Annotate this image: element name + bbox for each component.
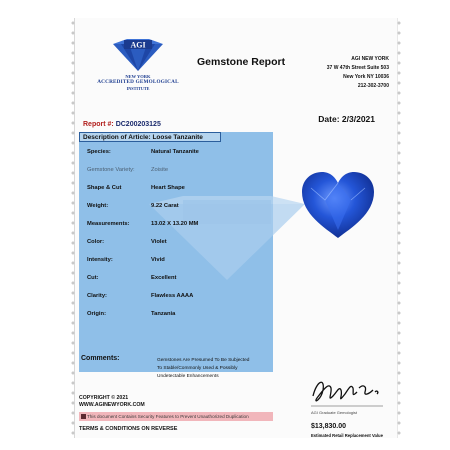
comments-text [157, 357, 249, 381]
copyright-block [79, 395, 145, 409]
logo-acronym: AGI [130, 40, 146, 50]
detail-row-intensity [83, 254, 267, 268]
detail-value: Violet [151, 239, 167, 245]
detail-label: Shape & Cut [87, 185, 122, 191]
terms-notice: TERMS & CONDITIONS ON REVERSE [79, 426, 178, 432]
signer-title: AGI Graduate Gemologist [311, 410, 358, 415]
report-date: Date: 2/3/2021 [318, 114, 375, 124]
detail-value: 13.02 X 13.20 MM [151, 221, 199, 227]
address-line: AGI NEW YORK [351, 56, 389, 62]
detail-label: Gemstone Variety: [87, 167, 135, 173]
report-number [83, 121, 161, 128]
detail-row-cut [83, 272, 267, 286]
detail-label: Intensity: [87, 257, 113, 263]
heart-tanzanite-gem-image [299, 170, 377, 240]
detail-row-species [83, 146, 267, 160]
detail-row-shape [83, 182, 267, 196]
gemstone-report-document [74, 18, 398, 438]
detail-value: Zoisite [151, 167, 169, 173]
logo-line-2: ACCREDITED GEMOLOGICAL [97, 79, 179, 85]
website-text: WWW.AGINEWYORK.COM [79, 402, 145, 408]
detail-value: Heart Shape [151, 185, 185, 191]
detail-label: Clarity: [87, 293, 107, 299]
detail-label: Weight: [87, 203, 109, 209]
perforation-left [70, 18, 76, 438]
detail-value: Tanzania [151, 311, 176, 317]
comments-label: Comments: [81, 355, 120, 362]
gemologist-signature [307, 374, 385, 408]
detail-value: Flawless AAAA [151, 293, 194, 299]
retail-value-label: Estimated Retail Replacement Value [311, 433, 383, 438]
security-mark-icon [81, 414, 86, 419]
detail-value: Excellent [151, 275, 177, 281]
detail-row-origin [83, 308, 267, 322]
detail-value: Vivid [151, 257, 165, 263]
detail-value: Natural Tanzanite [151, 149, 199, 155]
comments-line: Gemstones Are Presumed To Be Subjected [157, 358, 250, 363]
detail-label: Species: [87, 149, 111, 155]
detail-label: Origin: [87, 311, 106, 317]
address-line: New York NY 10036 [343, 74, 389, 80]
logo-line-1: NEW YORK [125, 74, 151, 79]
copyright-text: COPYRIGHT © 2021 [79, 395, 129, 401]
comments-line: To Stable/Commonly Used & Possibly [157, 366, 238, 371]
detail-row-variety [83, 164, 267, 178]
report-number-value: DC200203125 [115, 121, 161, 128]
security-notice [79, 412, 273, 421]
detail-value: 9.22 Carat [151, 203, 179, 209]
detail-row-measurements [83, 218, 267, 232]
address-line: 37 W 47th Street Suite 503 [326, 65, 389, 71]
detail-row-clarity [83, 290, 267, 304]
perforation-right [396, 18, 402, 438]
report-title: Gemstone Report [197, 56, 286, 68]
detail-label: Measurements: [87, 221, 130, 227]
description-heading: Description of Article: Loose Tanzanite [79, 132, 221, 142]
security-text: This document Contains Security Features to Prevent Unauthorized Duplication [87, 414, 249, 419]
detail-row-weight [83, 200, 267, 214]
address-line: 212-302-3700 [357, 83, 389, 89]
logo-line-3: INSTITUTE [126, 86, 150, 91]
detail-label: Cut: [87, 275, 99, 281]
report-number-label: Report #: [83, 121, 114, 128]
detail-row-color [83, 236, 267, 250]
agi-logo [95, 36, 181, 94]
diamond-logo-icon [109, 36, 167, 72]
retail-value: $13,830.00 [311, 423, 347, 430]
detail-label: Color: [87, 239, 105, 245]
comments-line: Undetectable Enhancements [157, 374, 219, 379]
lab-address [327, 55, 389, 91]
